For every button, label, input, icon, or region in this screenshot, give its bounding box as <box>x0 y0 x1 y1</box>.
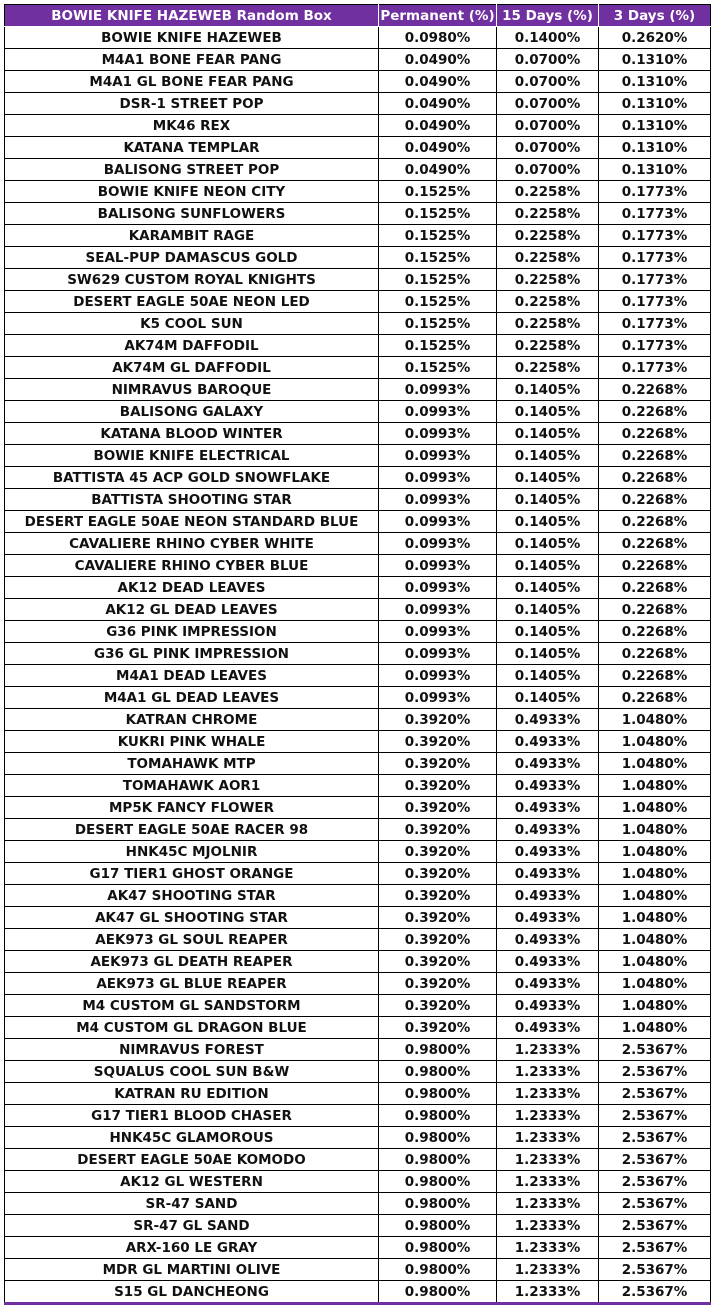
header-15-days: 15 Days (%) <box>497 5 599 27</box>
cell-15-days: 0.4933% <box>497 929 599 951</box>
table-row <box>5 313 711 335</box>
cell-15-days: 0.2258% <box>497 225 599 247</box>
table-row <box>5 511 711 533</box>
cell-3-days: 1.0480% <box>599 929 711 951</box>
table-row <box>5 225 711 247</box>
cell-item-name: CAVALIERE RHINO CYBER BLUE <box>5 555 379 577</box>
cell-3-days: 0.1773% <box>599 225 711 247</box>
cell-15-days: 0.2258% <box>497 247 599 269</box>
cell-3-days: 0.1310% <box>599 71 711 93</box>
cell-permanent: 0.3920% <box>379 731 497 753</box>
table-row <box>5 907 711 929</box>
cell-permanent: 0.3920% <box>379 841 497 863</box>
cell-item-name: SQUALUS COOL SUN B&W <box>5 1061 379 1083</box>
cell-3-days: 2.5367% <box>599 1061 711 1083</box>
table-row <box>5 1105 711 1127</box>
cell-3-days: 1.0480% <box>599 907 711 929</box>
cell-permanent: 0.1525% <box>379 225 497 247</box>
cell-15-days: 1.2333% <box>497 1215 599 1237</box>
cell-permanent: 0.0993% <box>379 555 497 577</box>
cell-item-name: M4 CUSTOM GL DRAGON BLUE <box>5 1017 379 1039</box>
cell-permanent: 0.9800% <box>379 1061 497 1083</box>
cell-permanent: 0.1525% <box>379 203 497 225</box>
cell-15-days: 0.1405% <box>497 621 599 643</box>
cell-item-name: BALISONG GALAXY <box>5 401 379 423</box>
cell-item-name: KATRAN CHROME <box>5 709 379 731</box>
cell-3-days: 0.2268% <box>599 401 711 423</box>
cell-item-name: SR-47 SAND <box>5 1193 379 1215</box>
cell-item-name: M4A1 GL BONE FEAR PANG <box>5 71 379 93</box>
cell-3-days: 0.2268% <box>599 665 711 687</box>
cell-item-name: MP5K FANCY FLOWER <box>5 797 379 819</box>
cell-3-days: 1.0480% <box>599 797 711 819</box>
cell-item-name: BATTISTA SHOOTING STAR <box>5 489 379 511</box>
cell-permanent: 0.0490% <box>379 137 497 159</box>
table-row <box>5 1039 711 1061</box>
cell-permanent: 0.3920% <box>379 885 497 907</box>
table-body <box>5 27 711 1304</box>
cell-3-days: 0.2268% <box>599 533 711 555</box>
cell-3-days: 1.0480% <box>599 775 711 797</box>
table-header <box>5 5 711 27</box>
cell-permanent: 0.0993% <box>379 489 497 511</box>
cell-permanent: 0.0490% <box>379 115 497 137</box>
cell-15-days: 0.4933% <box>497 973 599 995</box>
cell-3-days: 2.5367% <box>599 1039 711 1061</box>
cell-item-name: BOWIE KNIFE ELECTRICAL <box>5 445 379 467</box>
cell-item-name: AK47 SHOOTING STAR <box>5 885 379 907</box>
cell-permanent: 0.1525% <box>379 357 497 379</box>
cell-15-days: 1.2333% <box>497 1237 599 1259</box>
cell-3-days: 1.0480% <box>599 731 711 753</box>
cell-permanent: 0.9800% <box>379 1083 497 1105</box>
cell-3-days: 0.1310% <box>599 137 711 159</box>
cell-item-name: SR-47 GL SAND <box>5 1215 379 1237</box>
cell-item-name: DESERT EAGLE 50AE NEON LED <box>5 291 379 313</box>
cell-item-name: HNK45C MJOLNIR <box>5 841 379 863</box>
cell-item-name: AK74M GL DAFFODIL <box>5 357 379 379</box>
cell-item-name: AK47 GL SHOOTING STAR <box>5 907 379 929</box>
cell-15-days: 1.2333% <box>497 1127 599 1149</box>
cell-3-days: 0.1773% <box>599 247 711 269</box>
cell-3-days: 0.1773% <box>599 203 711 225</box>
table-row <box>5 1215 711 1237</box>
cell-permanent: 0.0993% <box>379 687 497 709</box>
cell-15-days: 1.2333% <box>497 1259 599 1281</box>
cell-item-name: NIMRAVUS FOREST <box>5 1039 379 1061</box>
cell-15-days: 0.4933% <box>497 885 599 907</box>
table-row <box>5 291 711 313</box>
cell-3-days: 0.2268% <box>599 423 711 445</box>
cell-15-days: 0.1405% <box>497 533 599 555</box>
cell-permanent: 0.0993% <box>379 401 497 423</box>
cell-item-name: DESERT EAGLE 50AE RACER 98 <box>5 819 379 841</box>
cell-3-days: 2.5367% <box>599 1083 711 1105</box>
cell-15-days: 0.4933% <box>497 775 599 797</box>
cell-15-days: 0.2258% <box>497 203 599 225</box>
cell-3-days: 1.0480% <box>599 863 711 885</box>
cell-item-name: KATANA TEMPLAR <box>5 137 379 159</box>
cell-15-days: 1.2333% <box>497 1193 599 1215</box>
cell-item-name: AK74M DAFFODIL <box>5 335 379 357</box>
cell-15-days: 0.4933% <box>497 995 599 1017</box>
cell-permanent: 0.0490% <box>379 49 497 71</box>
cell-item-name: BALISONG SUNFLOWERS <box>5 203 379 225</box>
header-item-name: BOWIE KNIFE HAZEWEB Random Box <box>5 5 379 27</box>
cell-permanent: 0.0980% <box>379 27 497 49</box>
cell-permanent: 0.1525% <box>379 335 497 357</box>
cell-3-days: 0.2268% <box>599 643 711 665</box>
cell-permanent: 0.9800% <box>379 1127 497 1149</box>
cell-15-days: 0.1405% <box>497 511 599 533</box>
cell-15-days: 0.1400% <box>497 27 599 49</box>
cell-permanent: 0.9800% <box>379 1193 497 1215</box>
cell-3-days: 0.2268% <box>599 577 711 599</box>
cell-3-days: 0.2268% <box>599 445 711 467</box>
cell-3-days: 2.5367% <box>599 1149 711 1171</box>
cell-3-days: 2.5367% <box>599 1105 711 1127</box>
table-row <box>5 1127 711 1149</box>
table-row <box>5 621 711 643</box>
cell-15-days: 0.1405% <box>497 467 599 489</box>
cell-permanent: 0.9800% <box>379 1171 497 1193</box>
cell-permanent: 0.0490% <box>379 93 497 115</box>
cell-permanent: 0.3920% <box>379 951 497 973</box>
table-row <box>5 1193 711 1215</box>
cell-permanent: 0.1525% <box>379 181 497 203</box>
cell-3-days: 0.2268% <box>599 687 711 709</box>
cell-3-days: 2.5367% <box>599 1237 711 1259</box>
cell-3-days: 0.2268% <box>599 599 711 621</box>
cell-3-days: 1.0480% <box>599 753 711 775</box>
cell-15-days: 0.2258% <box>497 269 599 291</box>
cell-3-days: 0.2268% <box>599 379 711 401</box>
cell-3-days: 0.1773% <box>599 313 711 335</box>
cell-3-days: 1.0480% <box>599 1017 711 1039</box>
table-row <box>5 1237 711 1259</box>
table-row <box>5 203 711 225</box>
cell-item-name: KUKRI PINK WHALE <box>5 731 379 753</box>
cell-permanent: 0.3920% <box>379 973 497 995</box>
header-row <box>5 5 711 27</box>
cell-3-days: 2.5367% <box>599 1215 711 1237</box>
cell-permanent: 0.0490% <box>379 71 497 93</box>
cell-15-days: 1.2333% <box>497 1083 599 1105</box>
cell-item-name: AEK973 GL SOUL REAPER <box>5 929 379 951</box>
table-row <box>5 709 711 731</box>
cell-15-days: 0.4933% <box>497 753 599 775</box>
cell-permanent: 0.3920% <box>379 1017 497 1039</box>
cell-15-days: 1.2333% <box>497 1149 599 1171</box>
cell-15-days: 0.4933% <box>497 863 599 885</box>
cell-permanent: 0.3920% <box>379 775 497 797</box>
table-row <box>5 1281 711 1304</box>
table-row <box>5 467 711 489</box>
cell-3-days: 1.0480% <box>599 973 711 995</box>
cell-3-days: 0.1310% <box>599 49 711 71</box>
cell-item-name: DSR-1 STREET POP <box>5 93 379 115</box>
table-row <box>5 819 711 841</box>
cell-item-name: CAVALIERE RHINO CYBER WHITE <box>5 533 379 555</box>
cell-15-days: 1.2333% <box>497 1281 599 1304</box>
cell-15-days: 0.0700% <box>497 49 599 71</box>
cell-3-days: 0.2268% <box>599 511 711 533</box>
table-row <box>5 665 711 687</box>
table-row <box>5 159 711 181</box>
table-row <box>5 951 711 973</box>
cell-item-name: AK12 GL DEAD LEAVES <box>5 599 379 621</box>
cell-item-name: BALISONG STREET POP <box>5 159 379 181</box>
cell-permanent: 0.0993% <box>379 423 497 445</box>
cell-permanent: 0.9800% <box>379 1237 497 1259</box>
table-row <box>5 797 711 819</box>
cell-3-days: 0.1310% <box>599 93 711 115</box>
cell-permanent: 0.0993% <box>379 599 497 621</box>
table-row <box>5 995 711 1017</box>
cell-permanent: 0.0993% <box>379 445 497 467</box>
cell-permanent: 0.9800% <box>379 1215 497 1237</box>
cell-item-name: M4A1 BONE FEAR PANG <box>5 49 379 71</box>
cell-15-days: 0.1405% <box>497 423 599 445</box>
cell-item-name: AK12 GL WESTERN <box>5 1171 379 1193</box>
table-row <box>5 489 711 511</box>
cell-item-name: SEAL-PUP DAMASCUS GOLD <box>5 247 379 269</box>
cell-item-name: G36 PINK IMPRESSION <box>5 621 379 643</box>
cell-permanent: 0.1525% <box>379 247 497 269</box>
table-row <box>5 973 711 995</box>
table-row <box>5 181 711 203</box>
cell-item-name: G17 TIER1 GHOST ORANGE <box>5 863 379 885</box>
cell-15-days: 0.2258% <box>497 313 599 335</box>
cell-permanent: 0.9800% <box>379 1149 497 1171</box>
table-row <box>5 401 711 423</box>
cell-permanent: 0.0993% <box>379 379 497 401</box>
cell-3-days: 0.1773% <box>599 269 711 291</box>
cell-permanent: 0.0490% <box>379 159 497 181</box>
cell-15-days: 1.2333% <box>497 1061 599 1083</box>
cell-15-days: 0.4933% <box>497 731 599 753</box>
table-row <box>5 929 711 951</box>
cell-15-days: 0.1405% <box>497 643 599 665</box>
cell-15-days: 0.0700% <box>497 71 599 93</box>
cell-3-days: 2.5367% <box>599 1259 711 1281</box>
cell-3-days: 0.1310% <box>599 159 711 181</box>
cell-item-name: AK12 DEAD LEAVES <box>5 577 379 599</box>
cell-item-name: MDR GL MARTINI OLIVE <box>5 1259 379 1281</box>
cell-3-days: 0.2620% <box>599 27 711 49</box>
cell-item-name: ARX-160 LE GRAY <box>5 1237 379 1259</box>
table-row <box>5 841 711 863</box>
cell-permanent: 0.3920% <box>379 907 497 929</box>
cell-permanent: 0.0993% <box>379 533 497 555</box>
cell-item-name: BATTISTA 45 ACP GOLD SNOWFLAKE <box>5 467 379 489</box>
cell-15-days: 0.4933% <box>497 841 599 863</box>
table-row <box>5 49 711 71</box>
cell-permanent: 0.3920% <box>379 709 497 731</box>
cell-item-name: G36 GL PINK IMPRESSION <box>5 643 379 665</box>
cell-permanent: 0.0993% <box>379 467 497 489</box>
cell-item-name: NIMRAVUS BAROQUE <box>5 379 379 401</box>
cell-15-days: 0.1405% <box>497 445 599 467</box>
cell-permanent: 0.3920% <box>379 797 497 819</box>
cell-3-days: 1.0480% <box>599 885 711 907</box>
drop-rate-table <box>4 4 711 1305</box>
table-row <box>5 1149 711 1171</box>
table-row <box>5 643 711 665</box>
cell-15-days: 0.2258% <box>497 291 599 313</box>
cell-item-name: HNK45C GLAMOROUS <box>5 1127 379 1149</box>
cell-15-days: 0.1405% <box>497 577 599 599</box>
cell-15-days: 0.1405% <box>497 665 599 687</box>
cell-3-days: 1.0480% <box>599 841 711 863</box>
cell-15-days: 0.0700% <box>497 93 599 115</box>
cell-15-days: 1.2333% <box>497 1105 599 1127</box>
cell-item-name: SW629 CUSTOM ROYAL KNIGHTS <box>5 269 379 291</box>
table-row <box>5 533 711 555</box>
table-row <box>5 93 711 115</box>
cell-15-days: 0.0700% <box>497 159 599 181</box>
cell-item-name: TOMAHAWK AOR1 <box>5 775 379 797</box>
table-row <box>5 71 711 93</box>
cell-15-days: 0.1405% <box>497 687 599 709</box>
cell-permanent: 0.3920% <box>379 929 497 951</box>
table-row <box>5 687 711 709</box>
table-row <box>5 731 711 753</box>
cell-3-days: 2.5367% <box>599 1281 711 1304</box>
cell-item-name: KATRAN RU EDITION <box>5 1083 379 1105</box>
cell-3-days: 0.1310% <box>599 115 711 137</box>
cell-item-name: AEK973 GL BLUE REAPER <box>5 973 379 995</box>
cell-3-days: 2.5367% <box>599 1193 711 1215</box>
cell-item-name: S15 GL DANCHEONG <box>5 1281 379 1304</box>
table-row <box>5 335 711 357</box>
cell-3-days: 2.5367% <box>599 1127 711 1149</box>
cell-15-days: 0.2258% <box>497 357 599 379</box>
cell-permanent: 0.9800% <box>379 1105 497 1127</box>
table-row <box>5 423 711 445</box>
cell-15-days: 0.1405% <box>497 379 599 401</box>
cell-item-name: KARAMBIT RAGE <box>5 225 379 247</box>
cell-3-days: 2.5367% <box>599 1171 711 1193</box>
cell-3-days: 1.0480% <box>599 995 711 1017</box>
cell-permanent: 0.0993% <box>379 511 497 533</box>
cell-3-days: 0.1773% <box>599 357 711 379</box>
cell-item-name: AEK973 GL DEATH REAPER <box>5 951 379 973</box>
table-row <box>5 357 711 379</box>
cell-permanent: 0.3920% <box>379 753 497 775</box>
cell-item-name: G17 TIER1 BLOOD CHASER <box>5 1105 379 1127</box>
cell-permanent: 0.1525% <box>379 313 497 335</box>
cell-15-days: 0.4933% <box>497 1017 599 1039</box>
table-row <box>5 137 711 159</box>
cell-permanent: 0.9800% <box>379 1259 497 1281</box>
cell-3-days: 1.0480% <box>599 709 711 731</box>
cell-permanent: 0.0993% <box>379 643 497 665</box>
table-row <box>5 863 711 885</box>
cell-item-name: BOWIE KNIFE HAZEWEB <box>5 27 379 49</box>
cell-15-days: 1.2333% <box>497 1171 599 1193</box>
cell-item-name: M4 CUSTOM GL SANDSTORM <box>5 995 379 1017</box>
cell-item-name: DESERT EAGLE 50AE NEON STANDARD BLUE <box>5 511 379 533</box>
header-permanent: Permanent (%) <box>379 5 497 27</box>
cell-permanent: 0.3920% <box>379 863 497 885</box>
cell-3-days: 0.2268% <box>599 467 711 489</box>
table-row <box>5 445 711 467</box>
cell-15-days: 0.4933% <box>497 709 599 731</box>
cell-15-days: 0.0700% <box>497 137 599 159</box>
cell-3-days: 0.2268% <box>599 555 711 577</box>
table-row <box>5 753 711 775</box>
cell-item-name: BOWIE KNIFE NEON CITY <box>5 181 379 203</box>
cell-item-name: M4A1 DEAD LEAVES <box>5 665 379 687</box>
table-row <box>5 885 711 907</box>
cell-15-days: 0.2258% <box>497 335 599 357</box>
cell-15-days: 0.2258% <box>497 181 599 203</box>
table-row <box>5 775 711 797</box>
table-row <box>5 599 711 621</box>
cell-15-days: 0.1405% <box>497 599 599 621</box>
cell-3-days: 0.1773% <box>599 181 711 203</box>
cell-15-days: 1.2333% <box>497 1039 599 1061</box>
table-row <box>5 115 711 137</box>
cell-3-days: 0.1773% <box>599 291 711 313</box>
cell-15-days: 0.4933% <box>497 797 599 819</box>
cell-15-days: 0.1405% <box>497 401 599 423</box>
table-row <box>5 269 711 291</box>
cell-permanent: 0.3920% <box>379 819 497 841</box>
cell-15-days: 0.1405% <box>497 555 599 577</box>
cell-item-name: M4A1 GL DEAD LEAVES <box>5 687 379 709</box>
cell-3-days: 0.2268% <box>599 489 711 511</box>
table-row <box>5 1017 711 1039</box>
cell-15-days: 0.0700% <box>497 115 599 137</box>
table-row <box>5 1083 711 1105</box>
table-row <box>5 1061 711 1083</box>
cell-permanent: 0.1525% <box>379 269 497 291</box>
cell-3-days: 1.0480% <box>599 819 711 841</box>
header-3-days: 3 Days (%) <box>599 5 711 27</box>
cell-permanent: 0.0993% <box>379 665 497 687</box>
cell-3-days: 0.2268% <box>599 621 711 643</box>
cell-permanent: 0.9800% <box>379 1281 497 1304</box>
cell-item-name: MK46 REX <box>5 115 379 137</box>
cell-item-name: KATANA BLOOD WINTER <box>5 423 379 445</box>
cell-15-days: 0.1405% <box>497 489 599 511</box>
cell-permanent: 0.0993% <box>379 577 497 599</box>
cell-item-name: TOMAHAWK MTP <box>5 753 379 775</box>
cell-item-name: DESERT EAGLE 50AE KOMODO <box>5 1149 379 1171</box>
table-row <box>5 247 711 269</box>
cell-item-name: K5 COOL SUN <box>5 313 379 335</box>
cell-permanent: 0.3920% <box>379 995 497 1017</box>
cell-permanent: 0.1525% <box>379 291 497 313</box>
table-row <box>5 379 711 401</box>
cell-15-days: 0.4933% <box>497 951 599 973</box>
cell-3-days: 1.0480% <box>599 951 711 973</box>
cell-permanent: 0.0993% <box>379 621 497 643</box>
table-row <box>5 1259 711 1281</box>
table-row <box>5 27 711 49</box>
table-row <box>5 555 711 577</box>
cell-permanent: 0.9800% <box>379 1039 497 1061</box>
cell-3-days: 0.1773% <box>599 335 711 357</box>
table-row <box>5 1171 711 1193</box>
cell-15-days: 0.4933% <box>497 819 599 841</box>
table-row <box>5 577 711 599</box>
cell-15-days: 0.4933% <box>497 907 599 929</box>
